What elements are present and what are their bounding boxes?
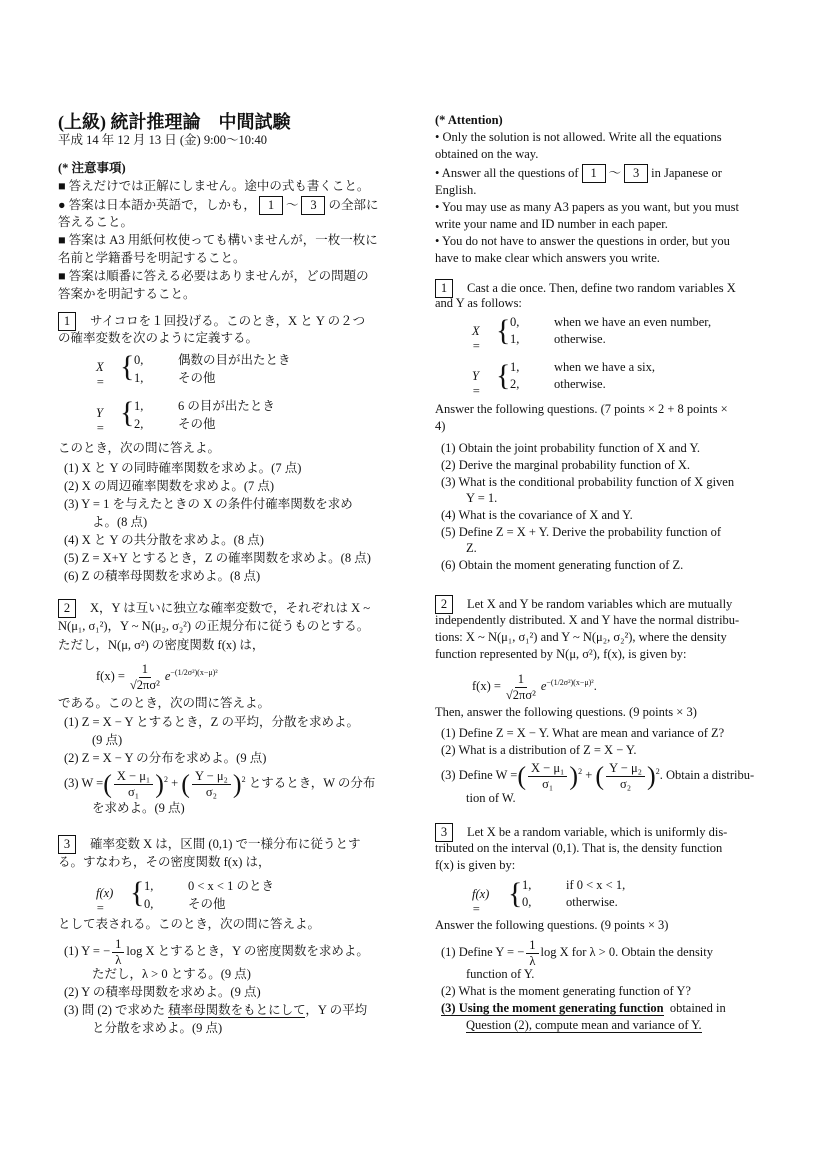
- question-item: (1) Define Z = X − Y. What are mean and variance of Z?: [441, 726, 725, 740]
- paren: ): [232, 769, 242, 799]
- text: 確率変数 X は，区間 (0,1) で一様分布に従うとす: [90, 837, 361, 851]
- question-item: (1) Obtain the joint probability function of X and Y.: [441, 441, 700, 455]
- case-row: [522, 878, 625, 893]
- lhs: f(x) =: [472, 887, 490, 916]
- exponent: 2: [241, 775, 246, 784]
- text: X，Y は互いに独立な確率変数で，それぞれは X ~: [90, 601, 371, 615]
- text: log X とするとき，Y の密度関数を求めよ。: [126, 944, 369, 958]
- notes-en-line: • You may use as many A3 papers as you want, but you must: [435, 200, 740, 214]
- q3-en-intro: Answer the following questions. (9 points × 3): [435, 918, 669, 932]
- question-number-box: 1: [58, 312, 76, 331]
- text: Let X be a random variable, which is uniformly dis-: [467, 825, 728, 839]
- text: とするとき，W の分布: [248, 776, 376, 791]
- question-item-cont: [466, 1017, 801, 1033]
- question-number-box: 2: [58, 599, 76, 618]
- paren: (: [517, 761, 527, 791]
- question-item: (3) Define W =( $\frac{\text{X − μ₁}}{\text{σ₁}}$ )$^2$ + ( $\frac{\text{Y − μ₂}}{\text{σ₂}}$ )$^2$. Obtain a distribu-: [441, 760, 755, 791]
- text: Let X and Y be random variables which are mutually: [467, 597, 733, 611]
- q1-en-intro-cont: 4): [435, 419, 446, 433]
- text: .: [593, 679, 597, 694]
- exponent: 2: [655, 767, 660, 776]
- text: (3) 問 (2) で求めた: [64, 1003, 166, 1017]
- question-item: (5) Define Z = X + Y. Derive the probability function of: [441, 525, 721, 539]
- text: . Obtain a distribu-: [659, 768, 755, 783]
- paren: (: [595, 761, 605, 791]
- brace: {: [496, 314, 511, 347]
- underlined-text: (3) Using the moment generating function: [441, 1001, 664, 1015]
- q1-ja-intro: このとき，次の問に答えよ。: [58, 441, 221, 455]
- question-box: 3: [624, 164, 648, 183]
- question-item: (2) What is a distribution of Z = X − Y.: [441, 743, 637, 757]
- exponent: −(1/2σ²)(x−μ)²: [170, 668, 218, 677]
- lhs: X =: [472, 324, 481, 353]
- underlined-text: 積率母関数をもとにして: [168, 1003, 306, 1017]
- denominator: √2πσ²: [129, 677, 160, 692]
- text: log X for λ > 0. Obtain the density: [540, 945, 714, 959]
- exp-base: e: [164, 669, 171, 684]
- notes-en-line: • Only the solution is not allowed. Write all the equations: [435, 130, 722, 144]
- question-item: (3) W =( $\frac{\text{X − μ₁}}{\text{σ₁}}$ )$^2$ + ( $\frac{\text{Y − μ₂}}{\text{σ₂}}$ )$^2$ とするとき，W の分布: [64, 768, 376, 799]
- condition: otherwise.: [554, 332, 606, 346]
- exp-base: e: [540, 679, 547, 694]
- denominator: σ₂: [619, 776, 632, 791]
- notes-ja-line: ■ 答案は順番に答える必要はありませんが，どの問題の: [58, 269, 369, 283]
- notes-ja-line: 名前と学籍番号を明記すること。: [58, 251, 246, 265]
- q2-ja-line: ただし，N(μ, σ²) の密度関数 f(x) は，: [58, 638, 265, 652]
- question-number-box: 3: [435, 823, 453, 842]
- question-item: (3) Y = 1 を与えたときの X の条件付確率関数を求め: [64, 497, 353, 511]
- question-item: [64, 1002, 399, 1018]
- text: サイコロを１回投げる。このとき，X と Y の２つ: [90, 314, 366, 328]
- value: 0,: [522, 895, 532, 909]
- q2-en-line: tions: X ~ N(μ₁, σ₁²) and Y ~ N(μ₂, σ₂²), where the density: [435, 630, 727, 644]
- question-item: [64, 934, 399, 968]
- numerator: Y − μ₂: [606, 761, 645, 777]
- numerator: 1: [112, 937, 124, 953]
- q1-en-line: and Y as follows:: [435, 296, 522, 310]
- value: 2,: [510, 377, 520, 391]
- text: ，Y の平均: [305, 1003, 368, 1017]
- question-item-cont: よ。(8 点): [92, 515, 148, 529]
- text: in Japanese or: [651, 166, 722, 180]
- notes-ja-heading: (* 注意事項): [58, 161, 126, 175]
- numerator: Y − μ₂: [192, 769, 231, 785]
- value: 0,: [510, 315, 520, 329]
- paren: ): [155, 769, 164, 799]
- notes-en-line: have to make clear which answers you write.: [435, 251, 660, 265]
- question-item: (6) Z の積率母関数を求めよ。(8 点): [64, 569, 261, 583]
- condition: otherwise.: [566, 895, 618, 909]
- lhs: Y =: [472, 369, 481, 398]
- text: obtained in: [669, 1001, 726, 1015]
- case-row: [134, 368, 216, 386]
- notes-ja-line: ■ 答えだけでは正解にしません。途中の式も書くこと。: [58, 179, 370, 193]
- case-row: [510, 377, 606, 392]
- question-item: (4) What is the covariance of X and Y.: [441, 508, 633, 522]
- brace: {: [130, 876, 145, 909]
- question-item: (5) Z = X+Y とするとき，Z の確率関数を求めよ。(8 点): [64, 551, 371, 565]
- question-number-box: 1: [435, 279, 453, 298]
- question-item: [441, 1000, 776, 1016]
- text: 〜: [608, 166, 622, 180]
- paren: (: [103, 769, 112, 799]
- exponent: 2: [578, 767, 583, 776]
- value: 1,: [134, 371, 144, 385]
- question-item-cont: function of Y.: [466, 967, 535, 981]
- notes-en-line: English.: [435, 183, 477, 197]
- condition: 0 < x < 1 のとき: [188, 879, 274, 893]
- paren: ): [647, 761, 656, 791]
- question-item: (2) What is the moment generating function of Y?: [441, 984, 691, 998]
- brace: {: [496, 359, 511, 392]
- q3-en-line: tributed on the interval (0,1). That is, the density function: [435, 841, 723, 855]
- value: 2,: [134, 417, 144, 431]
- fraction: [528, 761, 567, 792]
- q1-ja-line: の確率変数を次のように定義する。: [58, 331, 259, 345]
- fraction: [192, 769, 231, 800]
- text: (1) Define Y = −: [441, 945, 525, 959]
- denominator: √2πσ²: [505, 687, 536, 702]
- condition: otherwise.: [554, 377, 606, 391]
- question-item: (4) X と Y の共分散を求めよ。(8 点): [64, 533, 264, 547]
- lhs: f(x) =: [472, 679, 501, 694]
- notes-en-line: write your name and ID number in each paper.: [435, 217, 668, 231]
- lhs: f(x) =: [96, 669, 125, 684]
- condition: その他: [188, 897, 226, 911]
- text: Cast a die once. Then, define two random variables X: [467, 281, 736, 295]
- text: Question (2), compute mean and variance of Y.: [466, 1018, 702, 1032]
- q2-ja-line: [58, 599, 393, 618]
- case-row: [522, 895, 618, 910]
- paren: ): [569, 761, 579, 791]
- q2-en-intro: Then, answer the following questions. (9 points × 3): [435, 705, 697, 719]
- numerator: 1: [515, 672, 527, 688]
- lhs: f(x) =: [96, 886, 114, 915]
- lhs: X =: [96, 360, 105, 389]
- fraction: [112, 937, 124, 968]
- q3-ja-intro: として表される。このとき，次の問に答えよ。: [58, 917, 321, 931]
- condition: when we have a six,: [554, 360, 656, 374]
- brace: {: [120, 396, 135, 429]
- value: 0,: [144, 897, 154, 911]
- question-number-box: 2: [435, 595, 453, 614]
- question-item: (2) X の周辺確率関数を求めよ。(7 点): [64, 479, 275, 493]
- denominator: σ₁: [542, 776, 554, 791]
- text: • Answer all the questions of: [435, 166, 579, 180]
- question-item: (1) X と Y の同時確率関数を求めよ。(7 点): [64, 461, 302, 475]
- q3-ja-line: [58, 835, 393, 854]
- text: の全部に: [328, 198, 379, 212]
- fraction: [526, 938, 538, 969]
- exam-title: (上級) 統計推理論 中間試験: [58, 112, 291, 132]
- brace: {: [120, 350, 135, 383]
- case-row: [144, 876, 274, 894]
- question-number-box: 3: [58, 835, 76, 854]
- value: 1,: [144, 879, 154, 893]
- value: 1,: [522, 878, 532, 892]
- question-item-cont: tion of W.: [466, 791, 516, 805]
- numerator: 1: [526, 938, 538, 954]
- question-box: 3: [301, 196, 325, 215]
- paren: (: [181, 769, 190, 799]
- lhs: Y =: [96, 406, 105, 435]
- case-row: [510, 332, 606, 347]
- q3-ja-line: る。すなわち，その密度関数 f(x) は，: [58, 855, 271, 869]
- numerator: X − μ₁: [114, 769, 153, 785]
- text: (3) Define W =: [441, 768, 518, 783]
- denominator: σ₁: [128, 784, 140, 799]
- condition: when we have an even number,: [554, 315, 712, 329]
- case-row: [134, 414, 216, 432]
- question-item: (2) Y の積率母関数を求めよ。(9 点): [64, 985, 261, 999]
- notes-en-heading: (* Attention): [435, 113, 503, 127]
- question-item: [441, 935, 776, 969]
- notes-en-line: • You do not have to answer the questions in order, but you: [435, 234, 730, 248]
- question-item: (6) Obtain the moment generating function of Z.: [441, 558, 684, 572]
- notes-en-line: [435, 164, 770, 183]
- q1-ja-line: [58, 312, 393, 331]
- notes-ja-line: 答案かを明記すること。: [58, 287, 196, 301]
- value: 1,: [510, 360, 520, 374]
- text: (1) Y = −: [64, 944, 111, 958]
- exponent: 2: [163, 775, 168, 784]
- exponent: −(1/2σ²)(x−μ)²: [546, 678, 594, 687]
- question-item-cont: (9 点): [92, 733, 123, 747]
- denominator: σ₂: [205, 784, 217, 799]
- condition: 6 の目が出たとき: [178, 399, 275, 413]
- question-item: (2) Derive the marginal probability function of X.: [441, 458, 691, 472]
- denominator: λ: [529, 953, 536, 968]
- question-item: (1) Z = X − Y とするとき，Z の平均，分散を求めよ。: [64, 715, 359, 729]
- case-row: [144, 894, 226, 912]
- value: 1,: [510, 332, 520, 346]
- normal-density-formula: [96, 655, 431, 694]
- condition: その他: [178, 371, 216, 385]
- fraction: [606, 761, 645, 792]
- question-item-cont: Y = 1.: [466, 491, 498, 505]
- q2-en-line: function represented by N(μ, σ²), f(x), is given by:: [435, 647, 687, 661]
- q2-ja-intro: である。このとき，次の問に答えよ。: [58, 696, 271, 710]
- q2-en-line: independently distributed. X and Y have the normal distribu-: [435, 613, 740, 627]
- question-item-cont: ただし，λ > 0 とする。(9 点): [92, 967, 251, 981]
- condition: 偶数の目が出たとき: [178, 353, 291, 367]
- normal-density-formula: [472, 665, 807, 704]
- notes-ja-line: [58, 196, 393, 215]
- question-item-cont: Z.: [466, 541, 477, 555]
- brace: {: [508, 877, 523, 910]
- case-row: [510, 315, 711, 330]
- notes-en-line: obtained on the way.: [435, 147, 539, 161]
- fraction: [127, 662, 163, 693]
- exam-date: 平成 14 年 12 月 13 日 (金) 9:00〜10:40: [58, 133, 268, 147]
- condition: その他: [178, 417, 216, 431]
- text: 〜: [285, 198, 299, 212]
- q1-en-intro: Answer the following questions. (7 points × 2 + 8 points ×: [435, 402, 728, 416]
- case-row: [510, 360, 655, 375]
- notes-ja-line: 答えること。: [58, 215, 134, 229]
- q2-ja-line: N(μ₁, σ₁²)，Y ~ N(μ₂, σ₂²) の正規分布に従うものとする。: [58, 619, 370, 633]
- text: (3) W =: [64, 776, 104, 791]
- numerator: X − μ₁: [528, 761, 567, 777]
- fraction: [503, 672, 539, 703]
- case-row: [134, 396, 275, 414]
- question-item: (2) Z = X − Y の分布を求めよ。(9 点): [64, 751, 267, 765]
- question-item-cont: を求めよ。(9 点): [92, 801, 185, 815]
- question-item-cont: と分散を求めよ。(9 点): [92, 1021, 223, 1035]
- value: 1,: [134, 399, 144, 413]
- question-box: 1: [259, 196, 283, 215]
- question-box: 1: [582, 164, 606, 183]
- case-row: [134, 350, 291, 368]
- denominator: λ: [115, 952, 122, 967]
- text: ● 答案は日本語か英語で，しかも，: [58, 198, 256, 212]
- numerator: 1: [139, 662, 151, 678]
- notes-ja-line: ■ 答案は A3 用紙何枚使っても構いませんが，一枚一枚に: [58, 233, 378, 247]
- question-item: (3) What is the conditional probability function of X given: [441, 475, 735, 489]
- fraction: [114, 769, 153, 800]
- condition: if 0 < x < 1,: [566, 878, 626, 892]
- q3-en-line: f(x) is given by:: [435, 858, 516, 872]
- value: 0,: [134, 353, 144, 367]
